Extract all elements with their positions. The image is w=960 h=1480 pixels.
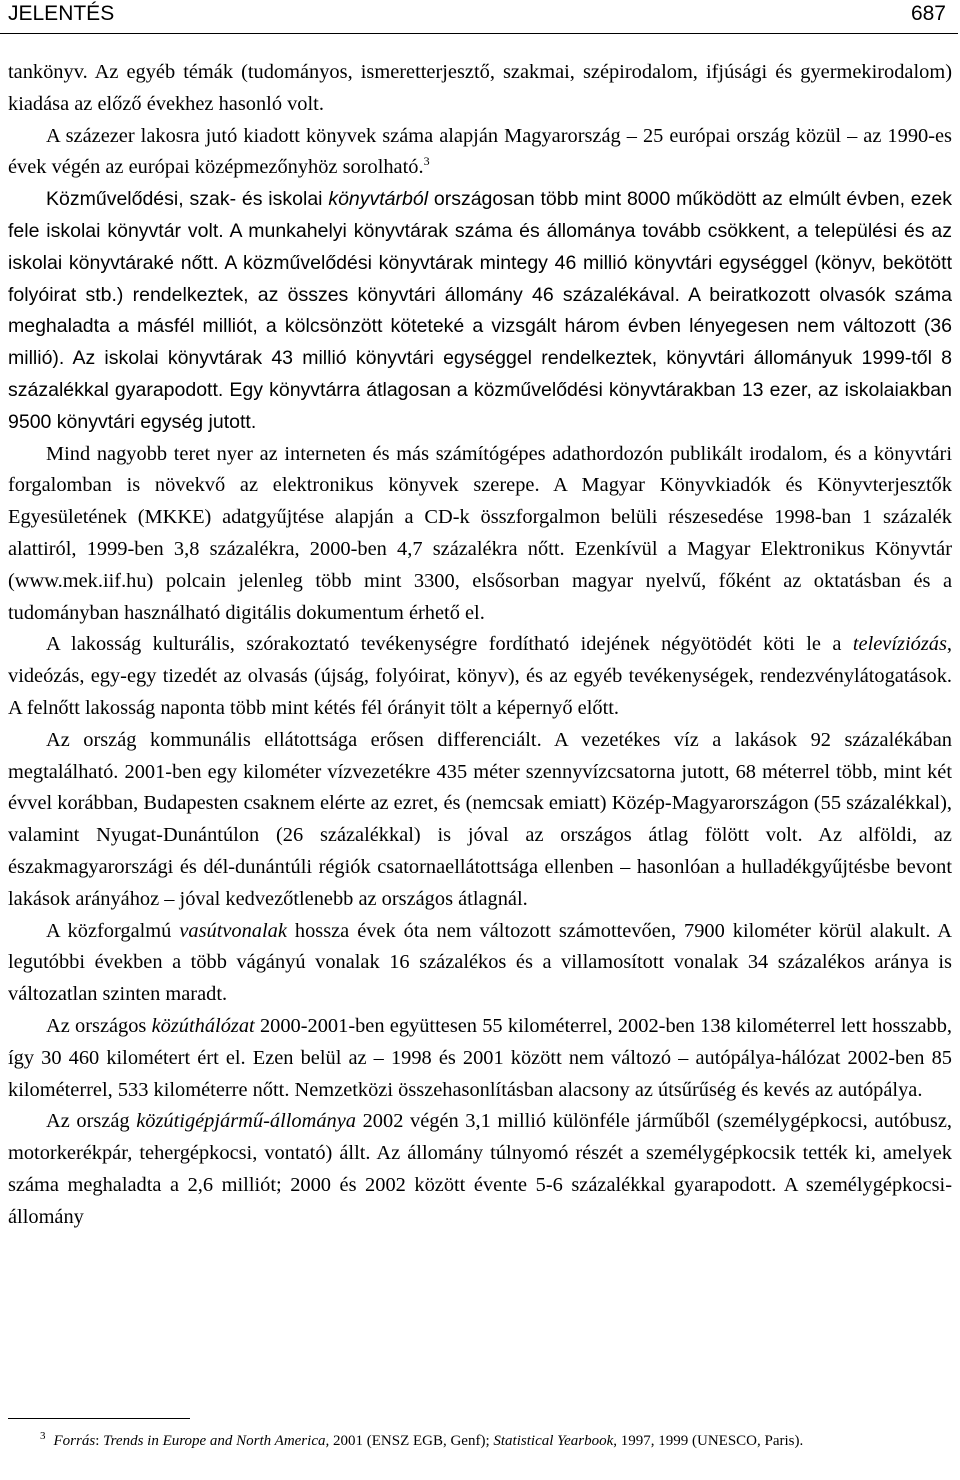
paragraph-5-a: A lakosság kulturális, szórakoztató tevékenységre fordítható idejének négyötödét köti le a	[46, 633, 853, 656]
paragraph-3-em: könyvtárból	[328, 188, 429, 211]
paragraph-7-b: hossza évek óta nem változott számottevően, 7900 kilométer körül alakult. A legutóbbi években a több vágányú vonalak 16 százalékos és a villamosított vonalak 34 százalékos aránya is változatlan szinten maradt.	[8, 919, 952, 1006]
paragraph-5-em: televíziózás	[852, 633, 947, 656]
paragraph-9	[8, 1106, 952, 1233]
paragraph-3-a: Közművelődési, szak- és iskolai	[46, 188, 329, 211]
page-number: 687	[910, 2, 946, 25]
paragraph-6: Az ország kommunális ellátottsága erősen differenciált. A vezetékes víz a lakások 92 százalékában megtalálható. 2001-ben egy kilométer vízvezetékre 435 méter szennyvízcsatorna jutott, 68 méterrel több, mint két évvel korábban, Budapesten csaknem elérte az ezret, és (nemcsak emiatt) Közép-Magyarországon (55 százalékkal), valamint Nyugat-Dunántúlon (26 százalékkal) is jóval az országos átlag fölött volt. Az alföldi, az északmagyarországi és dél-dunántúli régiók csatornaellátottsága ellenben – hasonlóan a hulladékgyűjtésbe bevont lakások arányához – jóval kedvezőtlenebb az országos átlagnál.	[8, 728, 952, 910]
paragraph-3-c: A munkahelyi könyvtárak száma és állománya tovább csökkent, a települési és az iskolai könyvtáraké nőtt. A közművelődési könyvtárak mintegy 46 millió könyvtári egységgel (könyv, bekötött folyóirat stb.) rendelkeztek, az összes könyvtári állomány 46 százalékával. A beiratkozott olvasók száma meghaladta a másfél milliót, a kölcsönzött köteteké a vizsgált három évben lényegesen nem változott (36 millió). Az iskolai könyvtárak 43 millió könyvtári egységgel rendelkeztek, könyvtári állományuk 1999-től 8 százalékkal gyarapodott. Egy könyvtárra átlagosan a közművelődési könyvtárakban 13 ezer, az iskolaiakban 9500 könyvtári egység jutott.	[8, 219, 953, 433]
paragraph-7-a: A közforgalmú	[46, 919, 180, 942]
footnote	[8, 1430, 952, 1452]
paragraph-2-text: A százezer lakosra jutó kiadott könyvek száma alapján Magyarország – 25 európai ország közül – az 1990-es évek végén az európai középmezőnyhöz sorolható.	[8, 124, 952, 179]
footnote-number: 3	[40, 1430, 46, 1442]
footnote-end: , 1997, 1999 (UNESCO, Paris).	[613, 1433, 804, 1449]
paragraph-2	[8, 121, 952, 185]
paragraph-8-a: Az országos	[46, 1014, 152, 1037]
paragraph-9-a: Az ország	[46, 1110, 137, 1133]
paragraph-3-b: országosan több mint 8000 működött az elmúlt évben, ezek fele iskolai könyvtár volt.	[8, 188, 952, 242]
body-text	[8, 57, 952, 1233]
paragraph-5	[8, 629, 952, 724]
paragraph-7	[8, 916, 952, 1011]
running-header	[0, 0, 958, 34]
paragraph-7-em: vasútvonalak	[179, 919, 287, 942]
paragraph-8-b: 2000-2001-ben együttesen 55 kilométerrel, 2002-ben 138 kilométerrel lett hosszabb, így 30 460 kilométert ért el. Ezen belül az – 1998 és 2001 között nem változó – autópálya-hálózat 2002-ben 85 kilométerrel, 533 kilométerre nőtt. Nemzetközi összehasonlításban alacsony az útsűrűség és kevés az autópálya.	[8, 1014, 952, 1101]
paragraph-4: Mind nagyobb teret nyer az interneten és más számítógépes adathordozón publikált irodalom, és a könyvtári forgalomban is növekvő az elektronikus könyvek szerepe. A Magyar Könyvkiadók és Könyvterjesztők Egyesületének (MKKE) adatgyűjtése alapján a CD-k összforgalmon belüli részesedése 1998-ban 1 százalék alattiról, 1999-ben 3,8 százalékra, 2000-ben 4,7 százalékra nőtt. Ezenkívül a Magyar Elektronikus Könyvtár (www.mek.iif.hu) polcain jelenleg több mint 3300, elsősorban magyar nyelvű, főként az oktatásban és a tudományban használható digitális dokumentum érhető el.	[8, 442, 952, 624]
paragraph-5-b: , videózás, egy-egy tizedét az olvasás (újság, folyóirat, könyv), és az egyéb tevékenységek, rendezvénylátogatások. A felnőtt lakosság naponta több mint kétés fél órányit tölt a képernyő előtt.	[8, 633, 952, 719]
footnote-mid: 2001 (ENSZ EGB, Genf);	[329, 1433, 494, 1449]
paragraph-8	[8, 1011, 952, 1106]
paragraph-9-em: közútigépjármű-állománya	[136, 1110, 356, 1133]
footnote-label: Forrás	[53, 1433, 96, 1449]
paragraph-3	[8, 184, 952, 438]
footnote-ref[interactable]: 3	[423, 154, 430, 169]
header-title: JELENTÉS	[8, 2, 115, 25]
footnote-sep: :	[95, 1433, 104, 1449]
paragraph-1: tankönyv. Az egyéb témák (tudományos, ismeretterjesztő, szakmai, szépirodalom, ifjúsági és gyermekirodalom) kiadása az előző évekhez hasonló volt.	[8, 61, 952, 115]
footnote-source-2: Statistical Yearbook	[493, 1433, 614, 1449]
paragraph-8-em: közúthálózat	[151, 1014, 255, 1037]
footnote-source-1: Trends in Europe and North America,	[103, 1433, 330, 1449]
paragraph-9-b: 2002 végén 3,1 millió különféle járműből (személygépkocsi, autóbusz, motorkerékpár, tehergépkocsi, vontató) állt. Az állomány túlnyomó részét a személygépkocsik tették ki, amelyek száma meghaladta a 2,6 milliót; 2000 és 2002 között évente 5-6 százalékkal gyarapodott. A személygépkocsi-állomány	[8, 1110, 952, 1228]
footnote-divider	[8, 1418, 190, 1419]
